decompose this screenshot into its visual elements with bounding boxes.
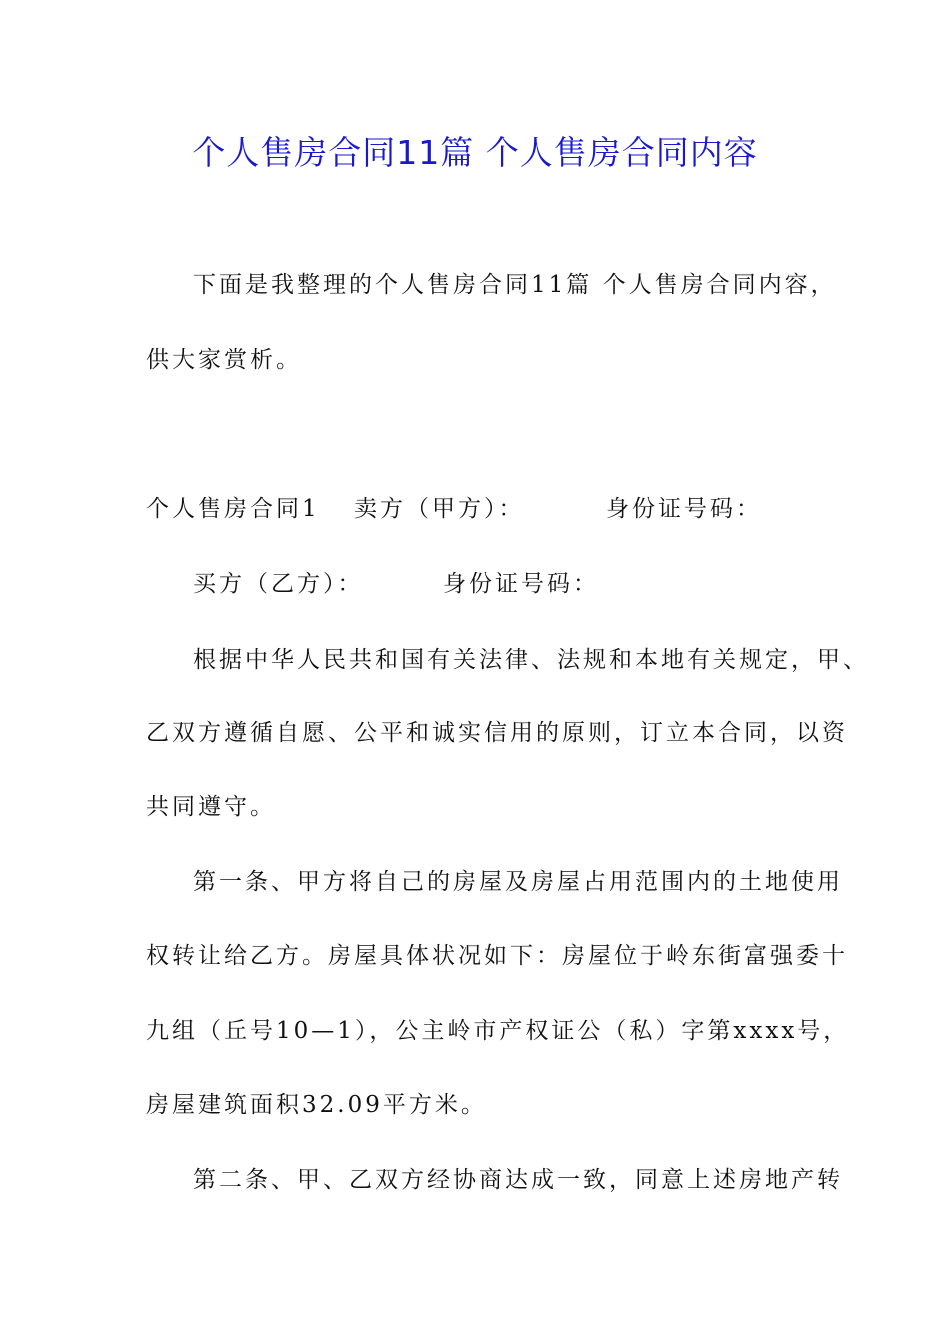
seller-label: 卖方（甲方）： <box>354 496 525 522</box>
intro-line-2: 供大家赏析。 <box>146 347 302 373</box>
article2-line-1: 第二条、甲、乙双方经协商达成一致，同意上述房地产转 <box>193 1167 843 1193</box>
article1-line-4: 房屋建筑面积32.09平方米。 <box>146 1092 487 1118</box>
buyer-row <box>193 569 793 599</box>
preamble-line-3: 共同遵守。 <box>146 794 276 820</box>
intro-line-1: 下面是我整理的个人售房合同11篇 个人售房合同内容， <box>193 272 837 298</box>
article1-line-1: 第一条、甲方将自己的房屋及房屋占用范围内的土地使用 <box>193 869 843 895</box>
buyer-label: 买方（乙方）： <box>193 571 364 597</box>
buyer-id-label: 身份证号码： <box>443 571 599 597</box>
document-title: 个人售房合同11篇 个人售房合同内容 <box>192 133 758 172</box>
contract-heading-row <box>146 494 906 524</box>
contract-heading: 个人售房合同1 <box>146 496 320 522</box>
preamble-line-2: 乙双方遵循自愿、公平和诚实信用的原则，订立本合同，以资 <box>146 720 848 746</box>
article1-line-3: 九组（丘号10—1），公主岭市产权证公（私）字第xxxx号， <box>146 1018 850 1044</box>
preamble-line-1: 根据中华人民共和国有关法律、法规和本地有关规定，甲、 <box>193 647 869 673</box>
seller-id-label: 身份证号码： <box>606 496 762 522</box>
article1-line-2: 权转让给乙方。房屋具体状况如下：房屋位于岭东街富强委十 <box>146 943 848 969</box>
